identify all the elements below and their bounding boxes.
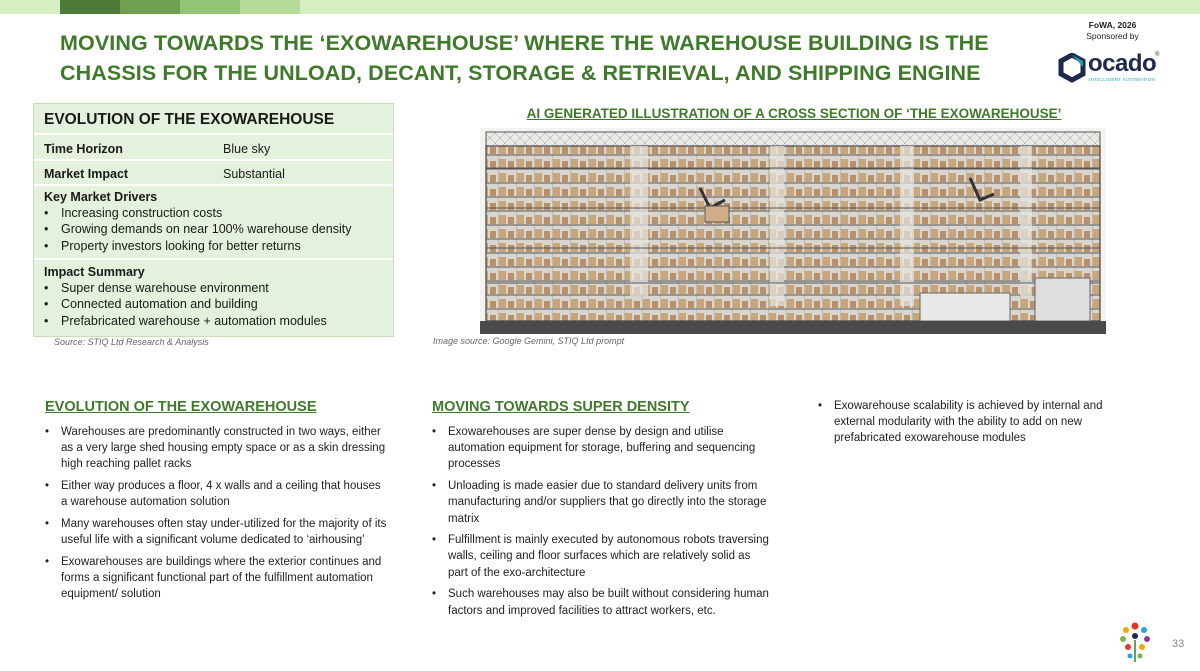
key-market-drivers [34,187,393,260]
driver-item: • Property investors looking for better returns [44,238,393,254]
time-horizon-value: Blue sky [223,142,271,156]
driver-item: • Increasing construction costs [44,205,393,221]
sponsor-block [1065,20,1160,42]
column-1-bullet: • Exowarehouses are buildings where the exterior continues and forms a significant functional part of the fulfillment automation equipment/ solution [45,554,390,603]
ocado-wordmark: ocado [1088,50,1157,77]
ocado-hexagon-icon [1058,53,1086,83]
top-bar-segment-4 [240,0,300,14]
column-2-bullet: • Exowarehouses are super dense by design and utilise automation equipment for storage, buffering and sequencing processes [432,424,772,473]
impact-item: • Connected automation and building [44,296,393,312]
column-3-bullet: • Exowarehouse scalability is achieved by internal and external modularity with the ability to add on new prefabricated exowarehouse modules [818,398,1133,447]
evolution-summary-box [33,103,394,337]
drivers-heading: Key Market Drivers [44,190,158,204]
page-title-line-1: MOVING TOWARDS THE ‘EXOWAREHOUSE’ WHERE THE WAREHOUSE BUILDING IS THE [60,31,989,55]
sponsor-label: Sponsored by [1086,31,1139,41]
column-2-bullet: • Fulfillment is mainly executed by autonomous robots traversing walls, ceiling and floor surfaces which are relatively solid as part of the exo-architecture [432,532,772,581]
column-1-bullet: • Warehouses are predominantly constructed in two ways, either as a very large shed housing empty space or as a skin dressing high reaching pallet racks [45,424,390,473]
warehouse-cross-section-illustration [480,128,1106,334]
market-impact-label: Market Impact [44,167,129,181]
ocado-logo [1058,50,1168,84]
column-2-bullet: • Unloading is made easier due to standard delivery units from manufacturing and/or suppliers that go directly into the storage matrix [432,478,772,527]
sponsor-event: FoWA, 2026 [1088,20,1137,30]
stiq-flower-logo-icon [1118,618,1152,664]
column-2-heading: MOVING TOWARDS SUPER DENSITY [432,399,690,415]
impact-item: • Prefabricated warehouse + automation modules [44,313,393,329]
drivers-list [34,205,393,254]
top-bar-segment-2 [120,0,180,14]
column-1-bullet: • Many warehouses often stay under-utilized for the majority of its useful life with a significant volume dedicated to ‘airhousing’ [45,516,390,548]
evolution-box-heading: EVOLUTION OF THE EXOWAREHOUSE [34,104,393,135]
illustration-source-note: Image source: Google Gemini, STIQ Ltd prompt [433,336,625,346]
top-accent-bar [0,0,1200,14]
column-1-bullet: • Either way produces a floor, 4 x walls and a ceiling that houses a warehouse automation solution [45,478,390,510]
time-horizon-row [34,137,393,161]
market-impact-row [34,162,393,186]
column-2-bullet: • Such warehouses may also be built without considering human factors and improved facilities to attract workers, etc. [432,586,772,618]
ocado-subtitle: INTELLIGENT AUTOMATION [1089,77,1156,82]
top-bar-segment-1 [60,0,120,14]
impact-heading: Impact Summary [44,265,145,279]
page-number: 33 [1172,638,1185,650]
page-title [60,28,1000,88]
column-2-list [432,424,772,624]
column-3-list [818,398,1133,452]
impact-list [34,280,393,329]
registered-mark-icon: ® [1155,52,1160,58]
illustration-title: AI GENERATED ILLUSTRATION OF A CROSS SECTION OF ‘THE EXOWAREHOUSE’ [526,106,1062,121]
box-source-note: Source: STIQ Ltd Research & Analysis [54,337,209,347]
market-impact-value: Substantial [223,167,285,181]
column-1-heading: EVOLUTION OF THE EXOWAREHOUSE [45,399,317,415]
top-bar-segment-3 [180,0,240,14]
column-1-list [45,424,390,608]
driver-item: • Growing demands on near 100% warehouse density [44,221,393,237]
time-horizon-label: Time Horizon [44,142,123,156]
page-title-line-2: CHASSIS FOR THE UNLOAD, DECANT, STORAGE & RETRIEVAL, AND SHIPPING ENGINE [60,61,981,85]
impact-item: • Super dense warehouse environment [44,280,393,296]
impact-summary [34,262,393,336]
